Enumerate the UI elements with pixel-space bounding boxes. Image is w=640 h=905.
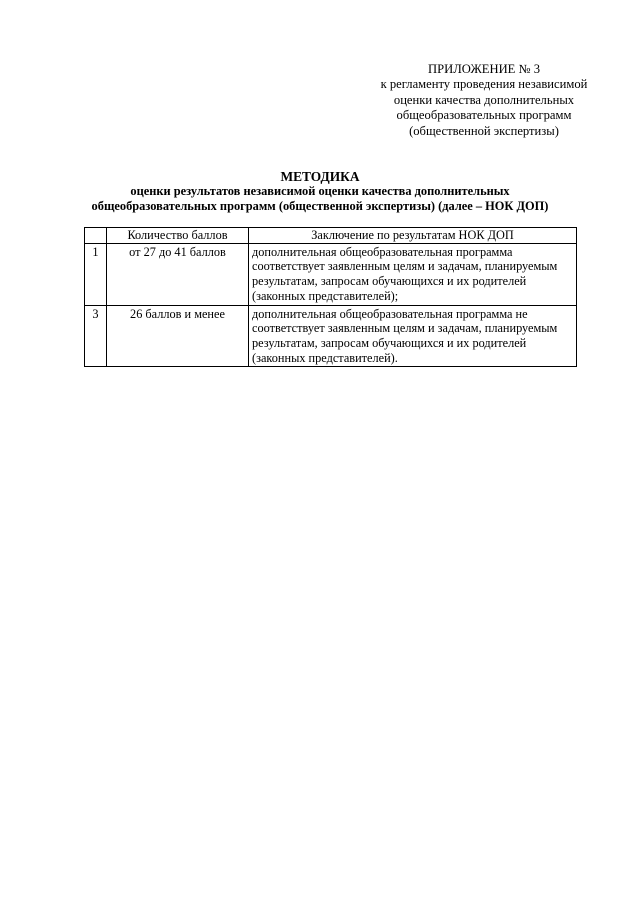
row-score-range: от 27 до 41 баллов — [107, 243, 249, 305]
table-row — [85, 243, 577, 305]
appendix-line: к регламенту проведения независимой — [380, 77, 588, 92]
document-subtitle-line: оценки результатов независимой оценки качества дополнительных — [130, 184, 510, 198]
table-header-row — [85, 228, 577, 244]
score-table — [84, 227, 577, 367]
document-subtitle-line: общеобразовательных программ (общественной экспертизы) (далее – НОК ДОП) — [91, 199, 549, 213]
header-score-count: Количество баллов — [107, 228, 249, 244]
document-title: МЕТОДИКА — [280, 169, 360, 184]
appendix-line: оценки качества дополнительных — [393, 92, 575, 107]
appendix-line: общеобразовательных программ — [396, 108, 572, 123]
header-number — [85, 228, 107, 244]
appendix-title: ПРИЛОЖЕНИЕ № 3 — [428, 62, 540, 76]
row-conclusion: дополнительная общеобразовательная программа соответствует заявленным целям и задачам, планируемым результатам, запросам обучающихся и их родителей (законных представителей); — [249, 243, 577, 305]
appendix-block — [368, 62, 600, 139]
appendix-line: (общественной экспертизы) — [409, 123, 559, 138]
header-conclusion: Заключение по результатам НОК ДОП — [249, 228, 577, 244]
row-score-range: 26 баллов и менее — [107, 305, 249, 367]
table-row — [85, 305, 577, 367]
row-conclusion: дополнительная общеобразовательная программа не соответствует заявленным целям и задачам, планируемым результатам, запросам обучающихся и их родителей (законных представителей). — [249, 305, 577, 367]
document-heading — [60, 169, 580, 214]
row-number: 3 — [85, 305, 107, 367]
row-number: 1 — [85, 243, 107, 305]
